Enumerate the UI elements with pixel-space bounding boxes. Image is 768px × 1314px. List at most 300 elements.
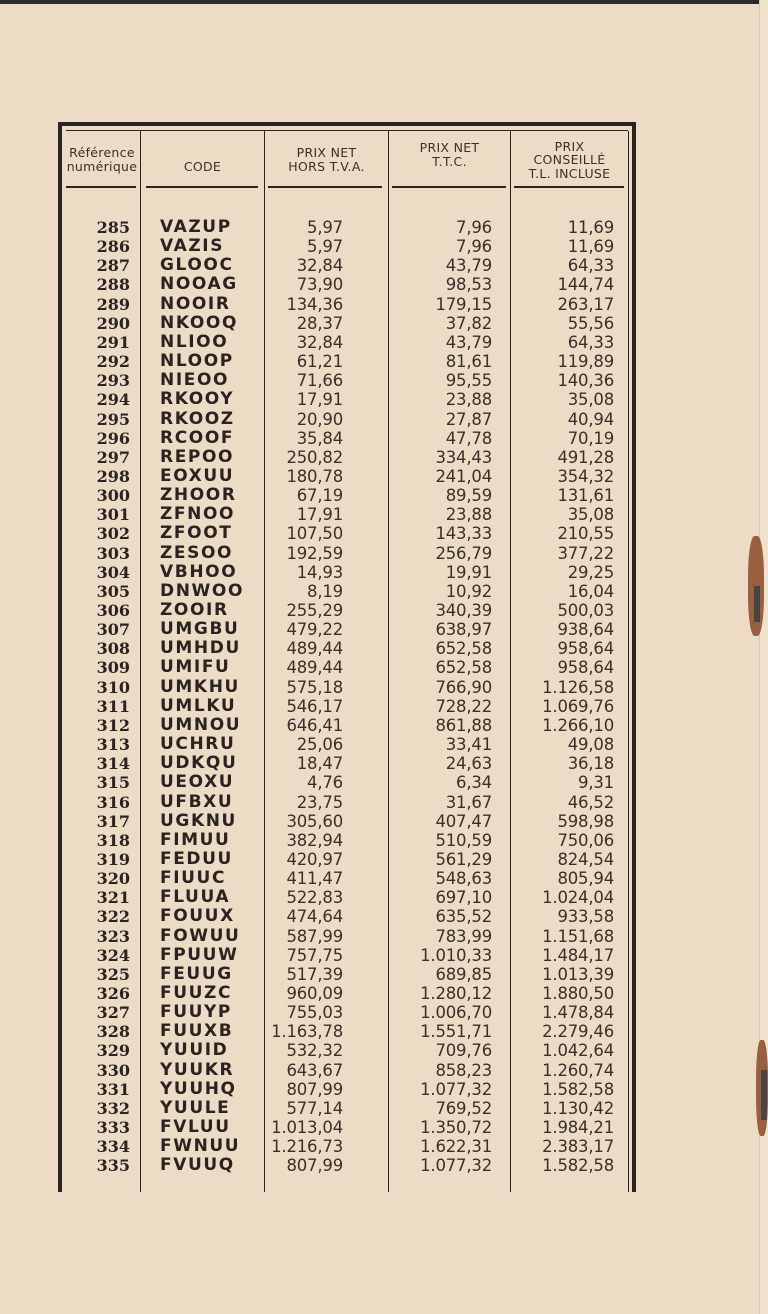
price-incl-vat: 81,61 (445, 352, 492, 372)
reference-number: 291 (96, 332, 130, 352)
price-excl-vat: 474,64 (286, 907, 343, 927)
recommended-price: 805,94 (557, 869, 614, 889)
product-code: ZHOOR (160, 485, 237, 506)
product-code: NOOAG (160, 274, 238, 295)
product-code: RCOOF (160, 427, 235, 448)
table-row (62, 505, 632, 524)
recommended-price: 2.279,46 (542, 1022, 614, 1042)
table-row (62, 793, 632, 812)
price-excl-vat: 28,37 (296, 313, 343, 333)
price-incl-vat: 37,82 (445, 313, 492, 333)
reference-number: 305 (96, 581, 130, 601)
price-excl-vat: 23,75 (296, 792, 343, 812)
recommended-price: 49,08 (567, 735, 614, 755)
product-code: FIMUU (160, 829, 231, 850)
reference-number: 316 (96, 792, 130, 812)
price-table (58, 122, 636, 1192)
reference-number: 315 (96, 773, 130, 793)
recommended-price: 958,64 (557, 658, 614, 678)
price-excl-vat: 14,93 (296, 562, 343, 582)
header-line: PRIX NET (296, 144, 357, 160)
table-row (62, 735, 632, 754)
recommended-price: 1.260,74 (542, 1060, 614, 1080)
price-incl-vat: 689,85 (435, 964, 492, 984)
product-code: UMKHU (160, 676, 240, 697)
table-row (62, 314, 632, 333)
price-excl-vat: 71,66 (296, 371, 343, 391)
product-code: NKOOQ (160, 312, 238, 333)
recommended-price: 1.042,64 (542, 1041, 614, 1061)
header-code (141, 134, 264, 186)
price-excl-vat: 546,17 (286, 696, 343, 716)
product-code: UMNOU (160, 714, 242, 735)
product-code: VAZIS (160, 236, 225, 257)
recommended-price: 598,98 (557, 811, 614, 831)
product-code: FEUUG (160, 963, 233, 984)
recommended-price: 1.266,10 (542, 715, 614, 735)
table-row (62, 544, 632, 563)
reference-number: 304 (96, 562, 130, 582)
header-price-ttc (389, 134, 510, 186)
price-excl-vat: 382,94 (286, 830, 343, 850)
product-code: FUUYP (160, 1002, 232, 1023)
price-excl-vat: 807,99 (286, 1079, 343, 1099)
price-excl-vat: 73,90 (296, 275, 343, 295)
price-incl-vat: 95,55 (445, 371, 492, 391)
price-excl-vat: 107,50 (286, 524, 343, 544)
recommended-price: 119,89 (557, 352, 614, 372)
price-excl-vat: 532,32 (286, 1041, 343, 1061)
table-row (62, 620, 632, 639)
recommended-price: 824,54 (557, 849, 614, 869)
recommended-price: 16,04 (567, 581, 614, 601)
reference-number: 288 (96, 275, 130, 295)
table-row (62, 678, 632, 697)
price-excl-vat: 32,84 (296, 332, 343, 352)
reference-number: 294 (96, 390, 130, 410)
recommended-price: 2.383,17 (542, 1137, 614, 1157)
price-incl-vat: 1.350,72 (420, 1118, 492, 1138)
header-rule (392, 186, 506, 188)
table-row (62, 1061, 632, 1080)
reference-number: 325 (96, 964, 130, 984)
product-code: UEOXU (160, 772, 235, 793)
product-code: UDKQU (160, 753, 238, 774)
product-code: FOWUU (160, 925, 241, 946)
recommended-price: 40,94 (567, 409, 614, 429)
table-row (62, 984, 632, 1003)
recommended-price: 11,69 (567, 218, 614, 237)
table-row (62, 1041, 632, 1060)
header-rule (268, 186, 382, 188)
table-row (62, 869, 632, 888)
price-incl-vat: 769,52 (435, 1098, 492, 1118)
header-line: T.L. INCLUSE (528, 165, 611, 181)
price-incl-vat: 89,59 (445, 486, 492, 506)
reference-number: 306 (96, 601, 130, 620)
reference-number: 308 (96, 639, 130, 659)
recommended-price: 131,61 (557, 486, 614, 506)
reference-number: 295 (96, 409, 130, 429)
recommended-price: 35,08 (567, 505, 614, 525)
table-row (62, 371, 632, 390)
reference-number: 285 (96, 218, 130, 237)
product-code: DNWOO (160, 580, 244, 601)
header-reference (64, 134, 140, 186)
table-row (62, 773, 632, 792)
table-row (62, 927, 632, 946)
product-code: FUUZC (160, 983, 233, 1003)
recommended-price: 64,33 (567, 332, 614, 352)
price-excl-vat: 1.163,78 (271, 1022, 343, 1042)
header-rule (66, 186, 136, 188)
product-code: NIEOO (160, 370, 230, 391)
product-code: UFBXU (160, 791, 234, 812)
price-incl-vat: 7,96 (456, 237, 492, 257)
reference-number: 333 (96, 1118, 130, 1138)
product-code: RKOOY (160, 389, 235, 410)
reference-number: 313 (96, 735, 130, 755)
recommended-price: 1.984,21 (542, 1118, 614, 1138)
price-incl-vat: 143,33 (435, 524, 492, 544)
header-price-ht (265, 134, 388, 186)
reference-number: 286 (96, 237, 130, 257)
product-code: FLUUA (160, 887, 231, 908)
recommended-price: 377,22 (557, 543, 614, 563)
price-incl-vat: 861,88 (435, 715, 492, 735)
header-line: CONSEILLÉ (533, 152, 606, 168)
price-excl-vat: 755,03 (286, 1003, 343, 1023)
reference-number: 296 (96, 428, 130, 448)
reference-number: 334 (96, 1137, 130, 1157)
table-row (62, 697, 632, 716)
price-incl-vat: 179,15 (435, 294, 492, 314)
recommended-price: 750,06 (557, 830, 614, 850)
header-line: numérique (66, 159, 138, 174)
recommended-price: 55,56 (567, 313, 614, 333)
reference-number: 326 (96, 984, 130, 1003)
price-excl-vat: 807,99 (286, 1156, 343, 1176)
product-code: ZFNOO (160, 504, 236, 525)
recommended-price: 1.024,04 (542, 888, 614, 908)
reference-number: 328 (96, 1022, 130, 1042)
table-row (62, 716, 632, 735)
table-row (62, 333, 632, 352)
recommended-price: 354,32 (557, 466, 614, 486)
table-row (62, 754, 632, 773)
price-incl-vat: 340,39 (435, 601, 492, 620)
recommended-price: 1.484,17 (542, 945, 614, 965)
price-excl-vat: 8,19 (307, 581, 343, 601)
product-code: UCHRU (160, 734, 236, 755)
reference-number: 292 (96, 352, 130, 372)
product-code: YUUKR (160, 1059, 235, 1080)
recommended-price: 933,58 (557, 907, 614, 927)
reference-number: 303 (96, 543, 130, 563)
product-code: VBHOO (160, 561, 238, 582)
product-code: ZESOO (160, 542, 234, 563)
header-line: Référence (69, 144, 135, 160)
staple-rust-stain-bottom (756, 1040, 768, 1136)
price-incl-vat: 334,43 (435, 447, 492, 467)
recommended-price: 64,33 (567, 256, 614, 276)
reference-number: 321 (96, 888, 130, 908)
recommended-price: 500,03 (557, 601, 614, 620)
price-excl-vat: 305,60 (286, 811, 343, 831)
price-incl-vat: 256,79 (435, 543, 492, 563)
table-row (62, 467, 632, 486)
reference-number: 312 (96, 715, 130, 735)
recommended-price: 210,55 (557, 524, 614, 544)
recommended-price: 29,25 (567, 562, 614, 582)
product-code: FVLUU (160, 1117, 231, 1138)
reference-number: 298 (96, 466, 130, 486)
table-row (62, 601, 632, 620)
recommended-price: 263,17 (557, 294, 614, 314)
price-excl-vat: 250,82 (286, 447, 343, 467)
product-code: UMIFU (160, 657, 231, 678)
product-code: FEDUU (160, 848, 233, 869)
product-code: FVUUQ (160, 1155, 235, 1176)
price-excl-vat: 479,22 (286, 620, 343, 640)
recommended-price: 46,52 (567, 792, 614, 812)
table-row (62, 850, 632, 869)
price-incl-vat: 27,87 (445, 409, 492, 429)
recommended-price: 70,19 (567, 428, 614, 448)
recommended-price: 1.880,50 (542, 984, 614, 1003)
table-row (62, 486, 632, 505)
product-code: UMGBU (160, 619, 240, 640)
recommended-price: 491,28 (557, 447, 614, 467)
price-excl-vat: 4,76 (307, 773, 343, 793)
price-incl-vat: 407,47 (435, 811, 492, 831)
price-incl-vat: 728,22 (435, 696, 492, 716)
reference-number: 297 (96, 447, 130, 467)
table-row (62, 448, 632, 467)
recommended-price: 1.130,42 (542, 1098, 614, 1118)
reference-number: 320 (96, 869, 130, 889)
price-incl-vat: 23,88 (445, 390, 492, 410)
header-price-tl (511, 134, 628, 186)
price-excl-vat: 5,97 (307, 237, 343, 257)
price-excl-vat: 643,67 (286, 1060, 343, 1080)
price-incl-vat: 1.280,12 (420, 984, 492, 1003)
recommended-price: 36,18 (567, 754, 614, 774)
reference-number: 331 (96, 1079, 130, 1099)
recommended-price: 958,64 (557, 639, 614, 659)
price-excl-vat: 489,44 (286, 658, 343, 678)
product-code: ZOOIR (160, 600, 229, 620)
header-rule (146, 186, 258, 188)
table-row (62, 237, 632, 256)
reference-number: 323 (96, 926, 130, 946)
price-excl-vat: 255,29 (286, 601, 343, 620)
header-line: CODE (183, 158, 222, 174)
table-top-rule (66, 130, 628, 131)
reference-number: 318 (96, 830, 130, 850)
header-line: T.T.C. (432, 154, 467, 169)
recommended-price: 938,64 (557, 620, 614, 640)
product-code: NLOOP (160, 351, 234, 372)
table-row (62, 275, 632, 294)
price-incl-vat: 19,91 (445, 562, 492, 582)
reference-number: 330 (96, 1060, 130, 1080)
reference-number: 319 (96, 849, 130, 869)
price-incl-vat: 635,52 (435, 907, 492, 927)
product-code: FIUUC (160, 868, 227, 889)
top-edge-shadow (0, 0, 768, 4)
recommended-price: 1.069,76 (542, 696, 614, 716)
table-row (62, 658, 632, 677)
table-row (62, 812, 632, 831)
product-code: UMLKU (160, 695, 237, 716)
price-incl-vat: 1.006,70 (420, 1003, 492, 1023)
table-row (62, 410, 632, 429)
header-line: PRIX NET (419, 139, 480, 155)
recommended-price: 1.582,58 (542, 1156, 614, 1176)
price-incl-vat: 697,10 (435, 888, 492, 908)
table-row (62, 1118, 632, 1137)
recommended-price: 1.151,68 (542, 926, 614, 946)
table-row (62, 1080, 632, 1099)
product-code: ZFOOT (160, 523, 233, 544)
price-incl-vat: 561,29 (435, 849, 492, 869)
recommended-price: 35,08 (567, 390, 614, 410)
price-incl-vat: 510,59 (435, 830, 492, 850)
price-excl-vat: 411,47 (286, 869, 343, 889)
table-row (62, 1099, 632, 1118)
price-excl-vat: 20,90 (296, 409, 343, 429)
table-row (62, 888, 632, 907)
price-incl-vat: 1.077,32 (420, 1079, 492, 1099)
price-incl-vat: 43,79 (445, 332, 492, 352)
table-row (62, 1003, 632, 1022)
reference-number: 302 (96, 524, 130, 544)
table-row (62, 1137, 632, 1156)
price-incl-vat: 638,97 (435, 620, 492, 640)
price-incl-vat: 1.010,33 (420, 945, 492, 965)
reference-number: 301 (96, 505, 130, 525)
product-code: UGKNU (160, 810, 237, 831)
reference-number: 311 (96, 696, 130, 716)
table-row (62, 524, 632, 543)
recommended-price: 1.126,58 (542, 677, 614, 697)
table-row (62, 1022, 632, 1041)
price-incl-vat: 6,34 (456, 773, 492, 793)
table-row (62, 639, 632, 658)
price-excl-vat: 522,83 (286, 888, 343, 908)
product-code: FPUUW (160, 944, 239, 965)
product-code: YUUHQ (160, 1078, 237, 1099)
price-excl-vat: 17,91 (296, 390, 343, 410)
recommended-price: 1.478,84 (542, 1003, 614, 1023)
product-code: UMHDU (160, 638, 241, 659)
price-incl-vat: 24,63 (445, 754, 492, 774)
reference-number: 290 (96, 313, 130, 333)
price-excl-vat: 18,47 (296, 754, 343, 774)
price-incl-vat: 33,41 (445, 735, 492, 755)
product-code: VAZUP (160, 217, 232, 237)
product-code: EOXUU (160, 465, 235, 486)
price-excl-vat: 67,19 (296, 486, 343, 506)
header-rule (514, 186, 624, 188)
reference-number: 332 (96, 1098, 130, 1118)
table-row (62, 218, 632, 237)
product-code: FOUUX (160, 906, 235, 927)
price-incl-vat: 548,63 (435, 869, 492, 889)
price-excl-vat: 646,41 (286, 715, 343, 735)
table-row (62, 429, 632, 448)
price-incl-vat: 43,79 (445, 256, 492, 276)
price-excl-vat: 757,75 (286, 945, 343, 965)
price-incl-vat: 652,58 (435, 639, 492, 659)
product-code: RKOOZ (160, 408, 235, 429)
price-incl-vat: 766,90 (435, 677, 492, 697)
price-incl-vat: 241,04 (435, 466, 492, 486)
table-row (62, 256, 632, 275)
price-incl-vat: 1.077,32 (420, 1156, 492, 1176)
reference-number: 307 (96, 620, 130, 640)
product-code: REPOO (160, 446, 235, 467)
reference-number: 322 (96, 907, 130, 927)
reference-number: 287 (96, 256, 130, 276)
product-code: FUUXB (160, 1021, 234, 1042)
price-incl-vat: 783,99 (435, 926, 492, 946)
price-excl-vat: 577,14 (286, 1098, 343, 1118)
price-incl-vat: 652,58 (435, 658, 492, 678)
price-incl-vat: 47,78 (445, 428, 492, 448)
recommended-price: 9,31 (578, 773, 614, 793)
recommended-price: 144,74 (557, 275, 614, 295)
reference-number: 293 (96, 371, 130, 391)
recommended-price: 1.582,58 (542, 1079, 614, 1099)
price-excl-vat: 134,36 (286, 294, 343, 314)
price-excl-vat: 1.013,04 (271, 1118, 343, 1138)
price-excl-vat: 517,39 (286, 964, 343, 984)
product-code: NOOIR (160, 293, 231, 314)
table-row (62, 907, 632, 926)
price-excl-vat: 587,99 (286, 926, 343, 946)
price-excl-vat: 61,21 (296, 352, 343, 372)
reference-number: 317 (96, 811, 130, 831)
table-row (62, 352, 632, 371)
product-code: YUUID (160, 1040, 229, 1061)
product-code: GLOOC (160, 255, 234, 276)
price-excl-vat: 180,78 (286, 466, 343, 486)
reference-number: 324 (96, 945, 130, 965)
staple-rust-stain-top (748, 536, 764, 636)
recommended-price: 1.013,39 (542, 964, 614, 984)
price-excl-vat: 5,97 (307, 218, 343, 237)
reference-number: 310 (96, 677, 130, 697)
table-row (62, 582, 632, 601)
reference-number: 300 (96, 486, 130, 506)
product-code: FWNUU (160, 1136, 241, 1157)
reference-number: 309 (96, 658, 130, 678)
price-incl-vat: 98,53 (445, 275, 492, 295)
price-excl-vat: 17,91 (296, 505, 343, 525)
reference-number: 335 (96, 1156, 130, 1176)
reference-number: 329 (96, 1041, 130, 1061)
header-line: HORS T.V.A. (288, 159, 365, 174)
reference-number: 314 (96, 754, 130, 774)
price-incl-vat: 31,67 (445, 792, 492, 812)
product-code: YUULE (160, 1097, 231, 1118)
table-row (62, 295, 632, 314)
price-excl-vat: 489,44 (286, 639, 343, 659)
table-row (62, 563, 632, 582)
price-excl-vat: 35,84 (296, 428, 343, 448)
